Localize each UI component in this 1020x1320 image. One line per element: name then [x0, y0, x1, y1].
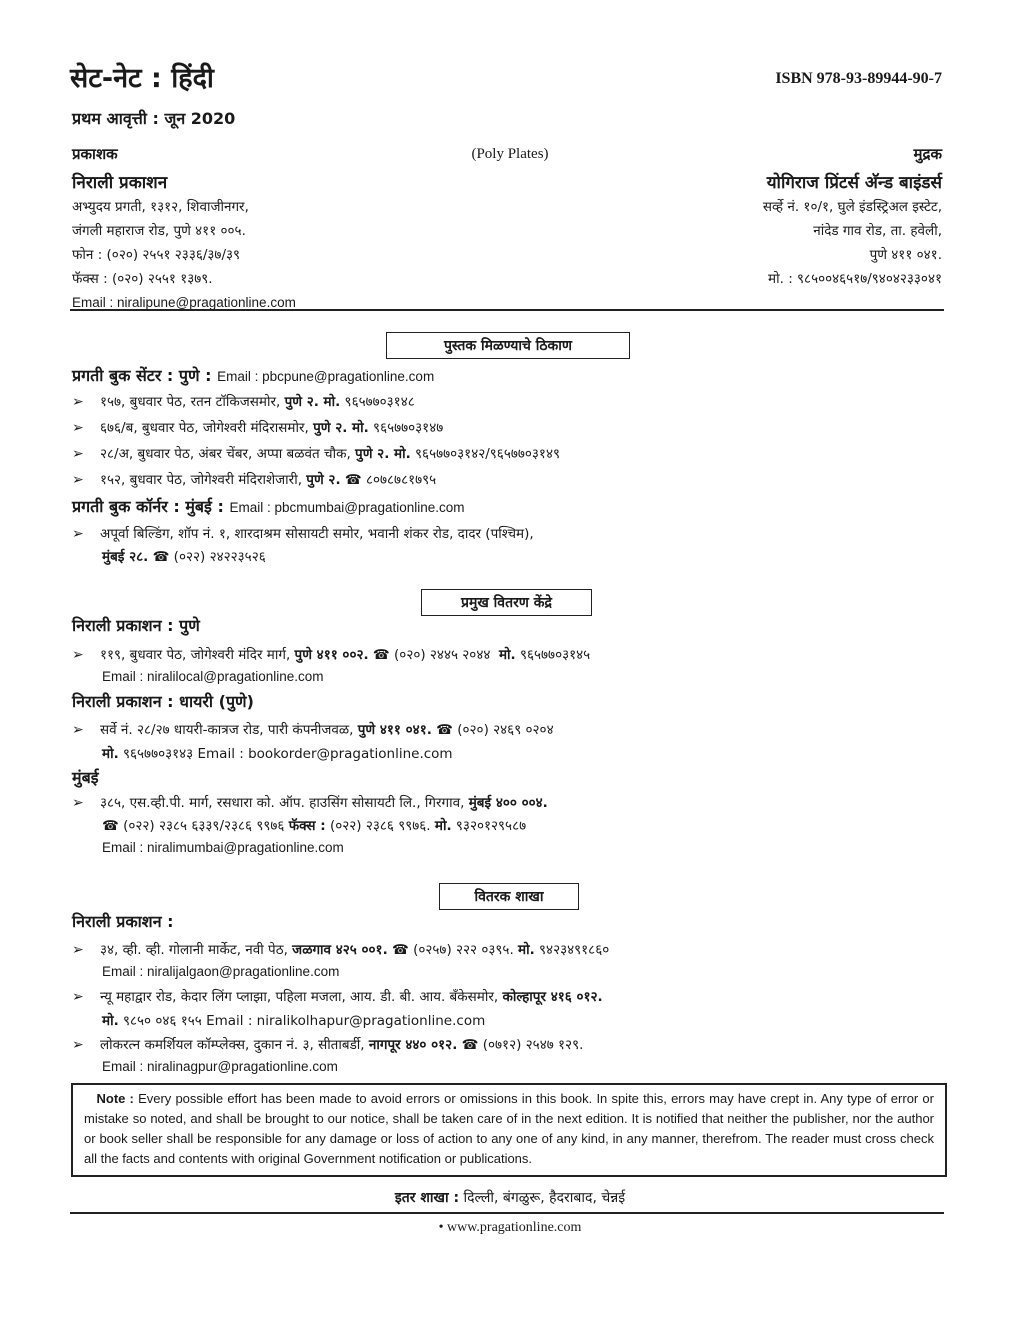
printer-address: [763, 195, 942, 291]
publisher-address-line: फॅक्स : (०२०) २५५१ १३७९.: [72, 271, 213, 287]
arrow-bullet-icon: ➢: [72, 394, 84, 410]
arrow-bullet-icon: ➢: [72, 795, 84, 811]
nagpur-email: Email : niralinagpur@pragationline.com: [102, 1059, 338, 1074]
list-item: ➢ ३४, व्ही. व्ही. गोलानी मार्केट, नवी पेठ, जळगाव ४२५ ००१. ☎ (०२५७) २२२ ०३९५. मो. ९४२३४९१८६०: [72, 942, 610, 958]
arrow-bullet-icon: ➢: [72, 1037, 84, 1053]
arrow-bullet-icon: ➢: [72, 472, 84, 488]
publisher-address-line: फोन : (०२०) २५५१ २३३६/३७/३९: [72, 247, 241, 263]
arrow-bullet-icon: ➢: [72, 446, 84, 462]
dhayari-title: निराली प्रकाशन : धायरी (पुणे): [72, 692, 254, 711]
publisher-name: निराली प्रकाशन: [72, 173, 168, 193]
printer-address-line: पुणे ४११ ०४१.: [869, 247, 942, 263]
arrow-bullet-icon: ➢: [72, 942, 84, 958]
note-label: Note :: [96, 1091, 134, 1106]
list-item: ➢ १५२, बुधवार पेठ, जोगेश्वरी मंदिराशेजारी, पुणे २. ☎ ८०७८७८१७९५: [72, 472, 437, 488]
other-branches: [0, 1188, 1020, 1207]
section-heading-distribution-centers: प्रमुख वितरण केंद्रे: [421, 589, 592, 616]
divider: [70, 1212, 944, 1214]
list-item-continuation: मो. ९८५० ०४६ १५५ Email : niralikolhapur@pragationline.com: [102, 1013, 486, 1029]
list-item-continuation: मुंबई २८. ☎ (०२२) २४२२३५२६: [102, 549, 266, 565]
publisher-address: [72, 195, 296, 315]
pune-center-heading: [72, 364, 434, 386]
mumbai-corner-title: प्रगती बुक कॉर्नर : मुंबई :: [72, 497, 224, 516]
list-item: ➢ ६७६/ब, बुधवार पेठ, जोगेश्वरी मंदिरासमोर, पुणे २. मो. ९६५७७०३१४७: [72, 420, 444, 436]
publisher-address-line: जंगली महाराज रोड, पुणे ४११ ००५.: [72, 223, 246, 239]
edition: प्रथम आवृत्ती : जून 2020: [72, 109, 236, 128]
printer-address-line: मो. : ९८५००४६५१७/९४०४२३३०४१: [768, 271, 942, 287]
mumbai-email: Email : niralimumbai@pragationline.com: [102, 840, 344, 855]
section-heading-book-availability: पुस्तक मिळण्याचे ठिकाण: [386, 332, 630, 359]
printer-address-line: सर्व्हे नं. १०/१, घुले इंडस्ट्रिअल इस्टेट,: [762, 199, 942, 215]
mumbai-corner-heading: [72, 495, 465, 517]
pune-distribution-title: निराली प्रकाशन : पुणे: [72, 616, 200, 635]
publisher-email: Email : niralipune@pragationline.com: [72, 295, 296, 310]
plates-note: (Poly Plates): [471, 146, 549, 162]
list-item: ➢ न्यू महाद्वार रोड, केदार लिंग प्लाझा, पहिला मजला, आय. डी. बी. आय. बँकेसमोर, कोल्हापूर ४१६ ०१२.: [72, 989, 603, 1005]
list-item: ➢ लोकरत्न कमर्शियल कॉम्प्लेक्स, दुकान नं. ३, सीताबर्डी, नागपूर ४४० ०१२. ☎ (०७१२) २५४७ १२९.: [72, 1037, 584, 1053]
list-item-continuation: ☎ (०२२) २३८५ ६३३९/२३८६ ९९७६ फॅक्स : (०२२) २३८६ ९९७६. मो. ९३२०१२९५८७: [102, 818, 527, 834]
printer-name: योगिराज प्रिंटर्स अ‍ॅन्ड बाइंडर्स: [766, 173, 942, 193]
other-branches-cities: दिल्ली, बंगळुरू, हैदराबाद, चेन्नई: [463, 1190, 626, 1206]
isbn: ISBN 978-93-89944-90-7: [775, 70, 942, 87]
list-item: ➢ सर्वे नं. २८/२७ धायरी-कात्रज रोड, पारी कंपनीजवळ, पुणे ४११ ०४१. ☎ (०२०) २४६९ ०२०४: [72, 722, 554, 738]
disclaimer-note: [71, 1083, 947, 1177]
printer-address-line: नांदेड गाव रोड, ता. हवेली,: [813, 223, 942, 239]
list-item: ➢ अपूर्वा बिल्डिंग, शॉप नं. १, शारदाश्रम सोसायटी समोर, भवानी शंकर रोड, दादर (पश्चिम),: [72, 526, 534, 542]
arrow-bullet-icon: ➢: [72, 647, 84, 663]
arrow-bullet-icon: ➢: [72, 989, 84, 1005]
list-item: ➢ १५७, बुधवार पेठ, रतन टॉकिजसमोर, पुणे २. मो. ९६५७७०३१४८: [72, 394, 415, 410]
mumbai-corner-email: Email : pbcmumbai@pragationline.com: [229, 500, 465, 515]
publisher-address-line: अभ्युदय प्रगती, १३१२, शिवाजीनगर,: [72, 199, 249, 215]
website-link[interactable]: • www.pragationline.com: [438, 1220, 582, 1235]
list-item-continuation: मो. ९६५७७०३१४३ Email : bookorder@pragationline.com: [102, 746, 453, 762]
publisher-label: प्रकाशक: [72, 145, 118, 163]
arrow-bullet-icon: ➢: [72, 420, 84, 436]
list-item: ➢ ३८५, एस.व्ही.पी. मार्ग, रसधारा को. ऑप. हाउसिंग सोसायटी लि., गिरगाव, मुंबई ४०० ००४.: [72, 795, 548, 811]
branches-title: निराली प्रकाशन :: [72, 912, 174, 931]
list-item: ➢ ११९, बुधवार पेठ, जोगेश्वरी मंदिर मार्ग, पुणे ४११ ००२. ☎ (०२०) २४४५ २०४४ मो. ९६५७७०३१४५: [72, 647, 591, 663]
arrow-bullet-icon: ➢: [72, 722, 84, 738]
section-heading-distributor-branches: वितरक शाखा: [439, 883, 579, 910]
arrow-bullet-icon: ➢: [72, 526, 84, 542]
pune-center-email: Email : pbcpune@pragationline.com: [217, 369, 435, 384]
pune-distribution-email: Email : niralilocal@pragationline.com: [102, 669, 324, 684]
list-item: ➢ २८/अ, बुधवार पेठ, अंबर चेंबर, अप्पा बळवंत चौक, पुणे २. मो. ९६५७७०३१४२/९६५७७०३१४९: [72, 446, 560, 462]
other-branches-label: इतर शाखा :: [394, 1190, 460, 1206]
printer-label: मुद्रक: [913, 145, 942, 163]
book-title: सेट-नेट : हिंदी: [70, 63, 214, 94]
divider: [70, 309, 944, 311]
pune-center-title: प्रगती बुक सेंटर : पुणे :: [72, 366, 212, 385]
note-text: Every possible effort has been made to avoid errors or omissions in this book. In spite this, errors may have crept in. Any type of error or mistake so noted, and shall be brought to our notice, shall be taken care of in the next edition. It is notified that neither the publisher, nor the author or book seller shall be responsible for any damage or loss of action to any one of any kind, in any manner, therefrom. The reader must cross check all the facts and contents with original Government notification or publications.: [84, 1091, 934, 1166]
mumbai-title: मुंबई: [72, 768, 99, 787]
jalgaon-email: Email : niralijalgaon@pragationline.com: [102, 964, 340, 979]
